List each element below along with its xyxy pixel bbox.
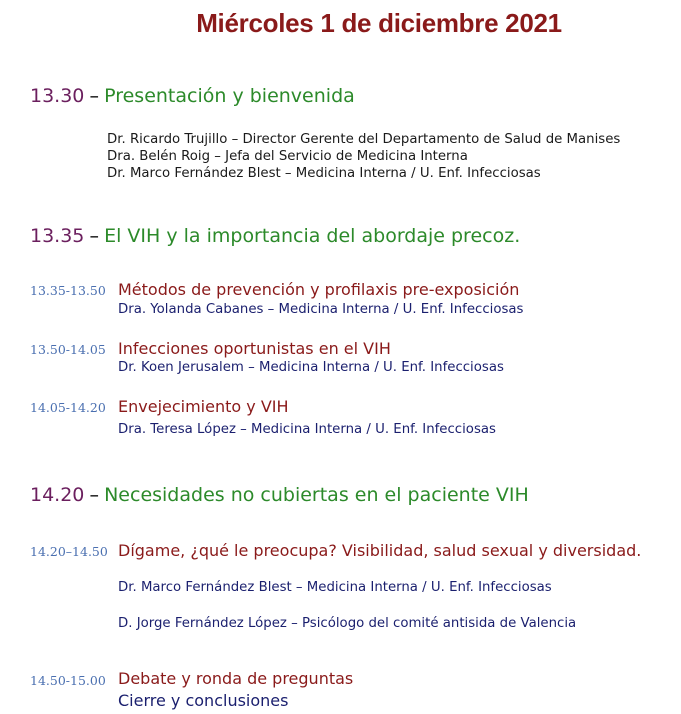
talk-title: Métodos de prevención y profilaxis pre-exposición — [118, 280, 520, 299]
section-vih — [30, 225, 520, 247]
talk-speaker: Dra. Yolanda Cabanes – Medicina Interna / U. Enf. Infecciosas — [118, 302, 524, 317]
talk-title: Infecciones oportunistas en el VIH — [118, 339, 391, 358]
talk-speaker: Dra. Teresa López – Medicina Interna / U. Enf. Infecciosas — [118, 422, 496, 437]
page-title: Miércoles 1 de diciembre 2021 — [196, 8, 562, 38]
talk-speaker: Dr. Koen Jerusalem – Medicina Interna / U. Enf. Infecciosas — [118, 360, 504, 375]
section-dash: – — [89, 85, 99, 107]
section-title: Necesidades no cubiertas en el paciente VIH — [104, 484, 529, 506]
section-time: 13.30 — [30, 85, 85, 107]
closing-title: Cierre y conclusiones — [118, 691, 289, 710]
section-dash: – — [89, 225, 99, 247]
talk-time: 13.35-13.50 — [30, 283, 106, 298]
talk-time: 14.50-15.00 — [30, 673, 106, 688]
section-presentacion — [30, 85, 355, 107]
talk-time: 14.05-14.20 — [30, 400, 106, 415]
welcome-speakers — [107, 131, 620, 182]
talk-title: Envejecimiento y VIH — [118, 397, 289, 416]
talk-time: 14.20–14.50 — [30, 544, 108, 559]
speaker-line: Dr. Ricardo Trujillo – Director Gerente del Departamento de Salud de Manises — [107, 132, 621, 147]
section-title: El VIH y la importancia del abordaje precoz. — [104, 225, 521, 247]
section-time: 14.20 — [30, 484, 85, 506]
talk-time: 13.50-14.05 — [30, 342, 106, 357]
section-dash: – — [89, 484, 99, 506]
talk-title: Dígame, ¿qué le preocupa? Visibilidad, salud sexual y diversidad. — [118, 541, 642, 560]
speaker-line: Dr. Marco Fernández Blest – Medicina Interna / U. Enf. Infecciosas — [107, 166, 541, 181]
section-time: 13.35 — [30, 225, 85, 247]
talk-speaker: D. Jorge Fernández López – Psicólogo del comité antisida de Valencia — [118, 616, 577, 631]
section-necesidades — [30, 484, 529, 506]
section-title: Presentación y bienvenida — [104, 85, 355, 107]
speaker-line: Dra. Belén Roig – Jefa del Servicio de Medicina Interna — [107, 149, 468, 164]
talk-speaker: Dr. Marco Fernández Blest – Medicina Interna / U. Enf. Infecciosas — [118, 580, 552, 595]
talk-title: Debate y ronda de preguntas — [118, 669, 354, 688]
